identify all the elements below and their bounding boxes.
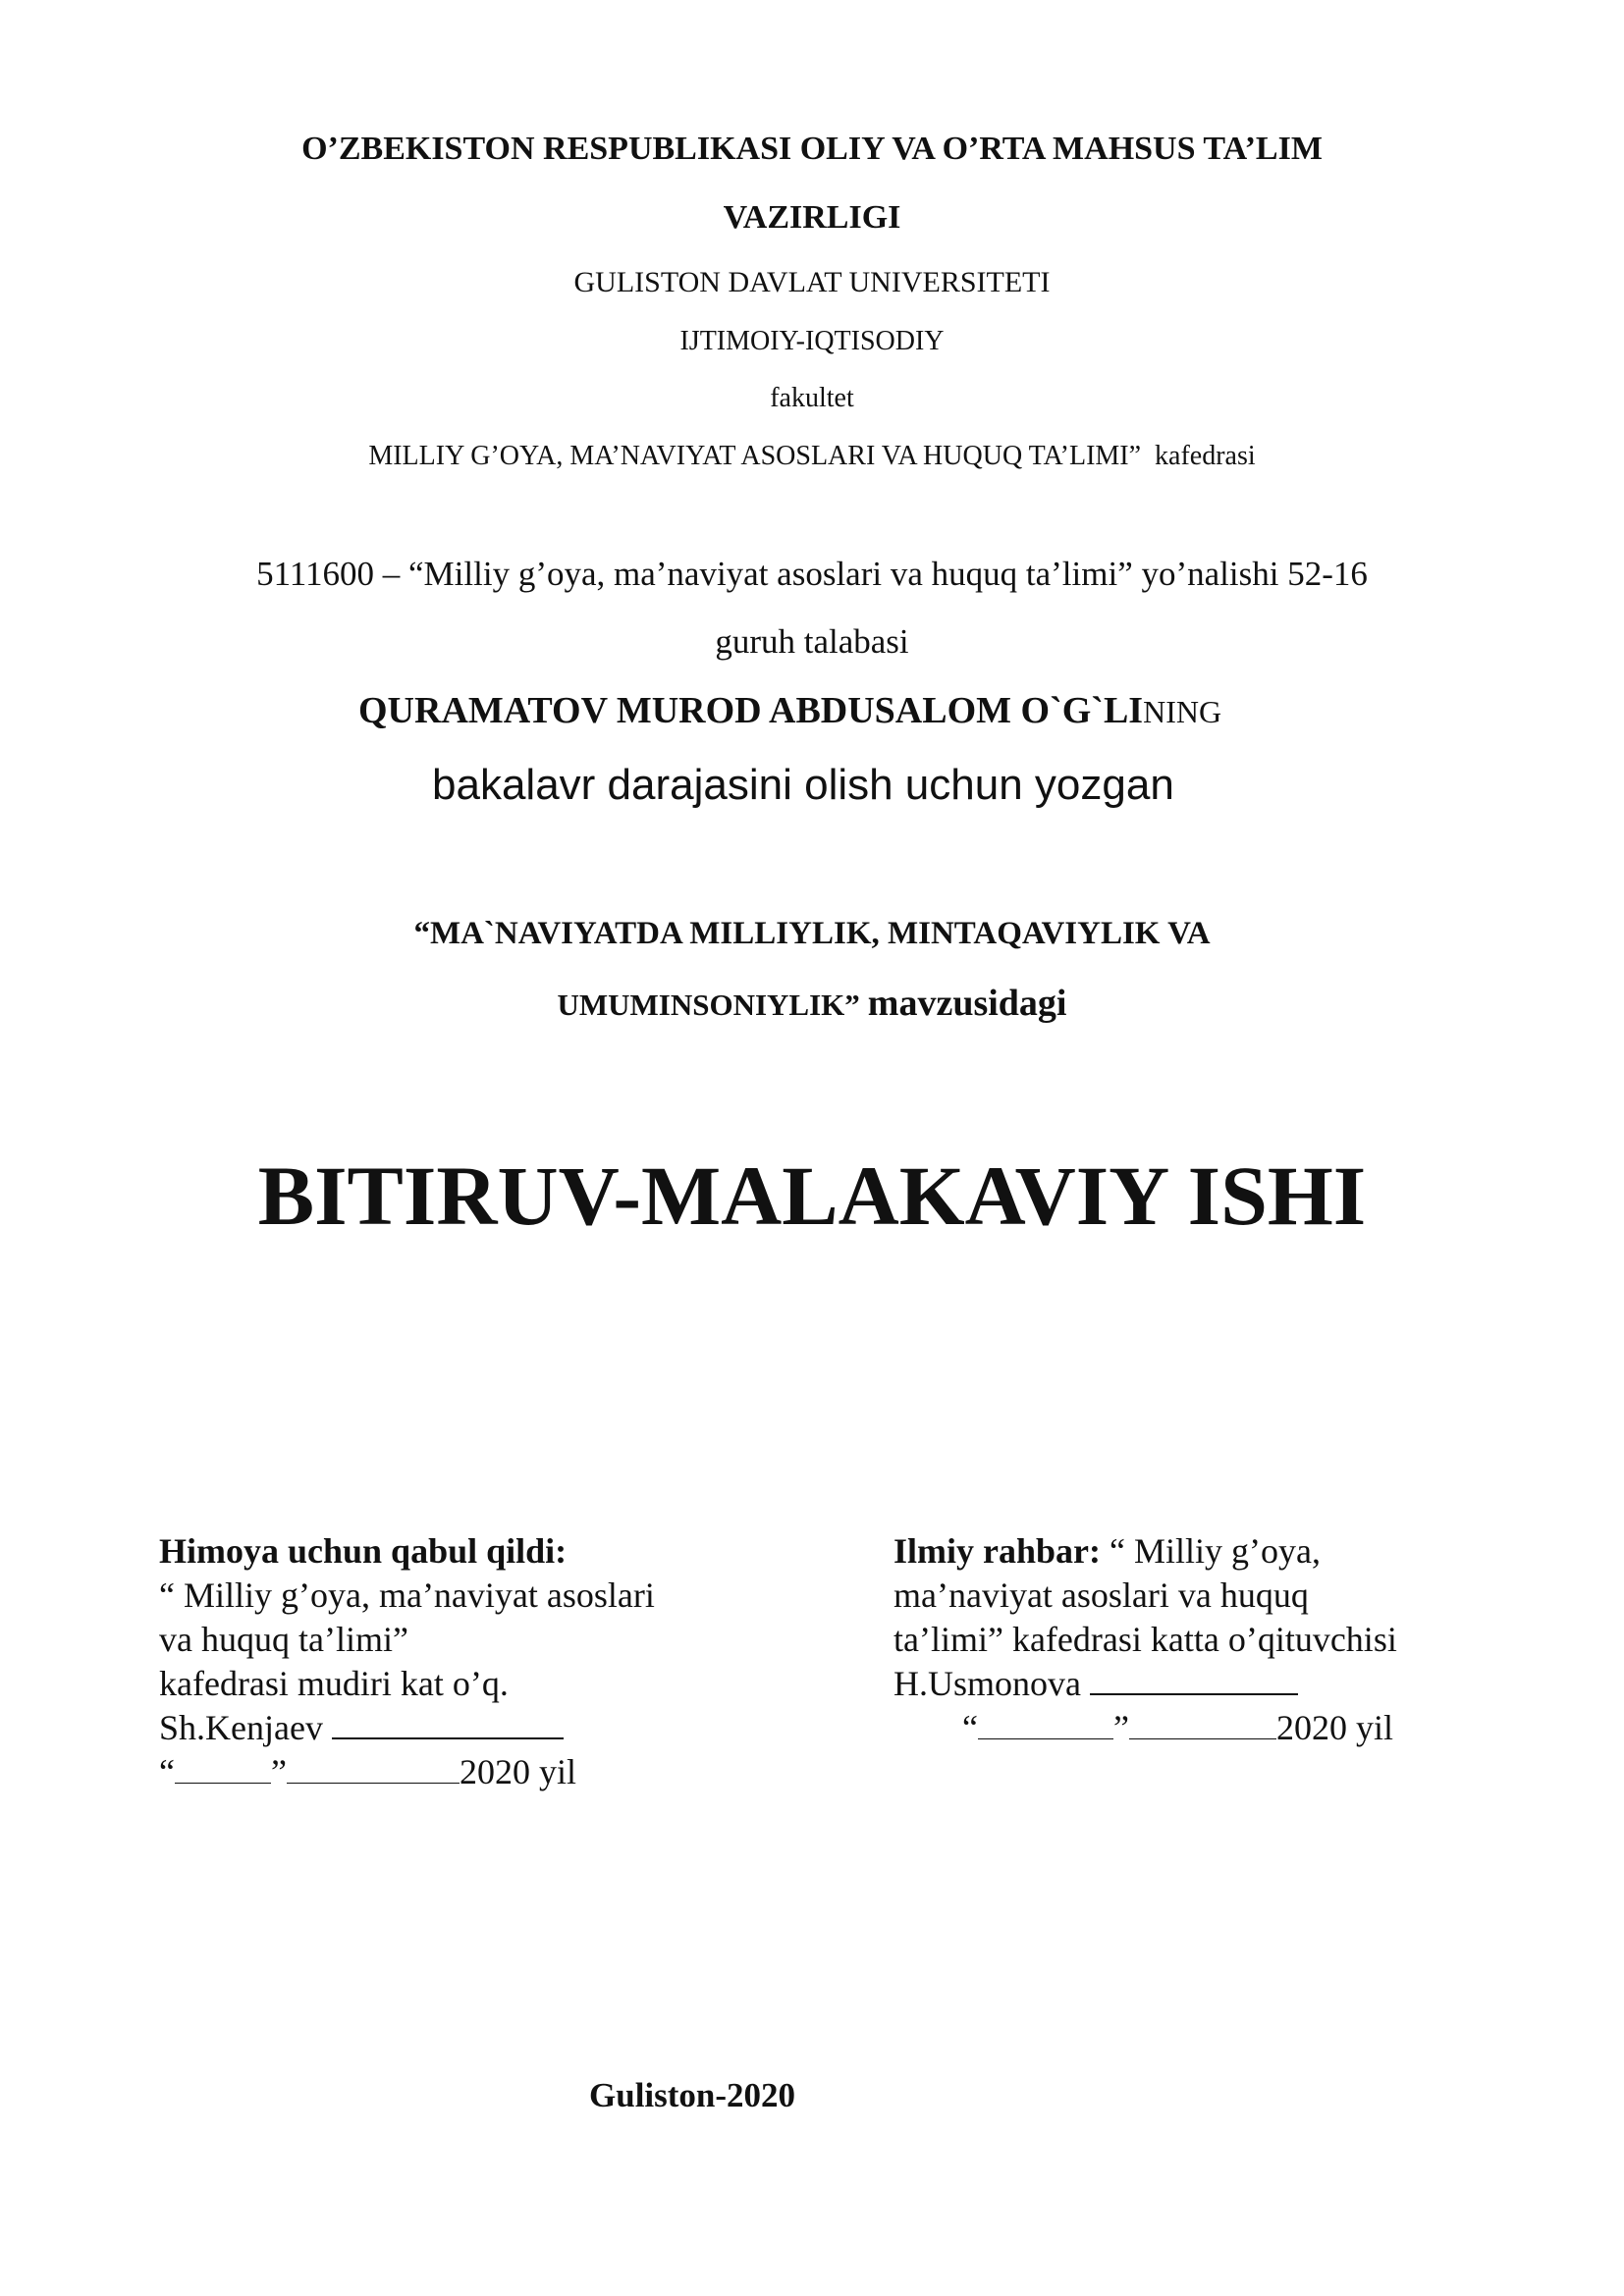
defense-line-2: va huquq ta’limi” [159, 1620, 408, 1659]
supervisor-month-blank [1129, 1709, 1276, 1739]
supervisor-date-open-quote: “ [962, 1708, 978, 1747]
defense-heading: Himoya uchun qabul qildi: [159, 1531, 568, 1571]
department-label: kafedrasi [1155, 441, 1256, 471]
department-name: MILLIY G’OYA, MA’NAVIYAT ASOSLARI VA HUQUQ TA’LIMI” [368, 441, 1142, 471]
degree-line: bakalavr darajasini olish uchun yozgan [432, 761, 1174, 809]
supervisor-line-1: ma’naviyat asoslari va huquq [893, 1575, 1309, 1615]
supervisor-signer: H.Usmonova [893, 1664, 1090, 1703]
supervisor-block [893, 1529, 1397, 1750]
ministry-line-2: VAZIRLIGI [723, 199, 901, 236]
faculty-label: fakultet [770, 383, 854, 413]
defense-line-1: “ Milliy g’oya, ma’naviyat asoslari [159, 1575, 655, 1615]
defense-date-close-quote: ” [270, 1752, 287, 1791]
topic-line-1: “MA`NAVIYATDA MILLIYLIK, MINTAQAVIYLIK VA [413, 916, 1211, 951]
defense-block [159, 1529, 655, 1794]
defense-date-year: 2020 yil [459, 1752, 576, 1791]
defense-line-3: kafedrasi mudiri kat o’q. [159, 1664, 509, 1703]
topic-line-2-word: mavzusidagi [867, 983, 1067, 1024]
supervisor-day-blank [978, 1709, 1113, 1739]
department-line [0, 443, 1624, 470]
supervisor-signature-line [893, 1662, 1397, 1706]
student-name: QURAMATOV MUROD ABDUSALOM O`G`LI [358, 690, 1144, 731]
faculty-name: IJTIMOIY-IQTISODIY [679, 326, 945, 356]
document-title: BITIRUV-MALAKAVIY ISHI [257, 1148, 1367, 1243]
defense-day-blank [175, 1753, 271, 1784]
defense-signature-line [159, 1706, 655, 1750]
supervisor-heading: Ilmiy rahbar: [893, 1531, 1101, 1571]
direction-line-1: 5111600 – “Milliy g’oya, ma’naviyat asoslari va huquq ta’limi” yo’nalishi 52-16 [256, 555, 1368, 593]
supervisor-date-line [893, 1706, 1397, 1750]
supervisor-date-year: 2020 yil [1275, 1708, 1393, 1747]
topic-line-2-upper: UMUMINSONIYLIK” [557, 988, 860, 1022]
supervisor-date-close-quote: ” [1112, 1708, 1129, 1747]
student-name-suffix: NING [1143, 694, 1222, 729]
defense-signer: Sh.Kenjaev [159, 1708, 332, 1747]
supervisor-line-2: ta’limi” kafedrasi katta o’qituvchisi [893, 1620, 1397, 1659]
direction-line-2: guruh talabasi [715, 622, 909, 661]
place-year: Guliston-2020 [589, 2076, 796, 2114]
defense-date-open-quote: “ [159, 1752, 175, 1791]
topic-line-2 [0, 985, 1624, 1022]
supervisor-heading-tail: “ Milliy g’oya, [1101, 1531, 1321, 1571]
ministry-line-1: O’ZBEKISTON RESPUBLIKASI OLIY VA O’RTA MAHSUS TA’LIM [301, 131, 1323, 167]
defense-signature-blank [332, 1708, 564, 1739]
student-name-line [358, 692, 1221, 729]
supervisor-heading-line [893, 1529, 1397, 1574]
supervisor-signature-blank [1090, 1664, 1298, 1695]
university-name: GULISTON DAVLAT UNIVERSITETI [573, 266, 1051, 298]
defense-month-blank [287, 1753, 460, 1784]
defense-date-line [159, 1750, 655, 1794]
